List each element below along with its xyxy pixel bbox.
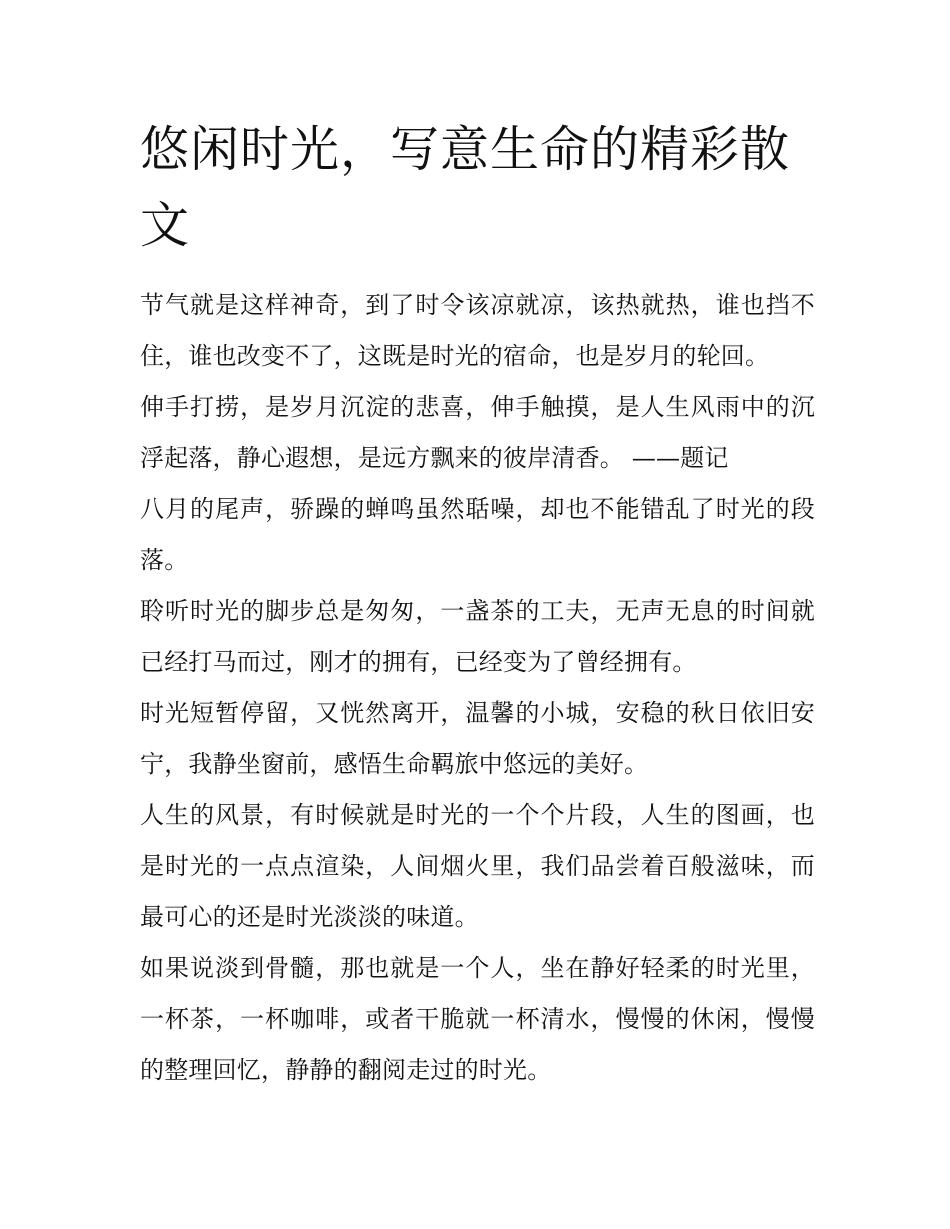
paragraph-7: 如果说淡到骨髓，那也就是一个人，坐在静好轻柔的时光里，一杯茶，一杯咖啡，或者干脆就一杯清水，慢慢的休闲，慢慢的整理回忆，静静的翻阅走过的时光。: [140, 954, 815, 1084]
paragraph-4: 聆听时光的脚步总是匆匆，一盏茶的工夫，无声无息的时间就已经打马而过，刚才的拥有，已经变为了曾经拥有。: [140, 597, 815, 676]
paragraph-6: 人生的风景，有时候就是时光的一个个片段，人生的图画，也是时光的一点点渲染，人间烟火里，我们品尝着百般滋味，而最可心的还是时光淡淡的味道。: [140, 801, 815, 931]
paragraph-5: 时光短暂停留，又恍然离开，温馨的小城，安稳的秋日依旧安宁，我静坐窗前，感悟生命羁旅中悠远的美好。: [140, 699, 815, 778]
document-title: 悠闲时光，写意生命的精彩散文: [140, 121, 791, 254]
paragraph-2-epigraph: 伸手打捞，是岁月沉淀的悲喜，伸手触摸，是人生风雨中的沉浮起落，静心遐想，是远方飘来的彼岸清香。 ——题记: [140, 393, 815, 472]
document-body: [140, 112, 815, 1096]
paragraph-3: 八月的尾声，骄躁的蝉鸣虽然聒噪，却也不能错乱了时光的段落。: [140, 495, 815, 574]
paragraph-1: 节气就是这样神奇，到了时令该凉就凉，该热就热，谁也挡不住，谁也改变不了，这既是时光的宿命，也是岁月的轮回。: [140, 291, 815, 370]
